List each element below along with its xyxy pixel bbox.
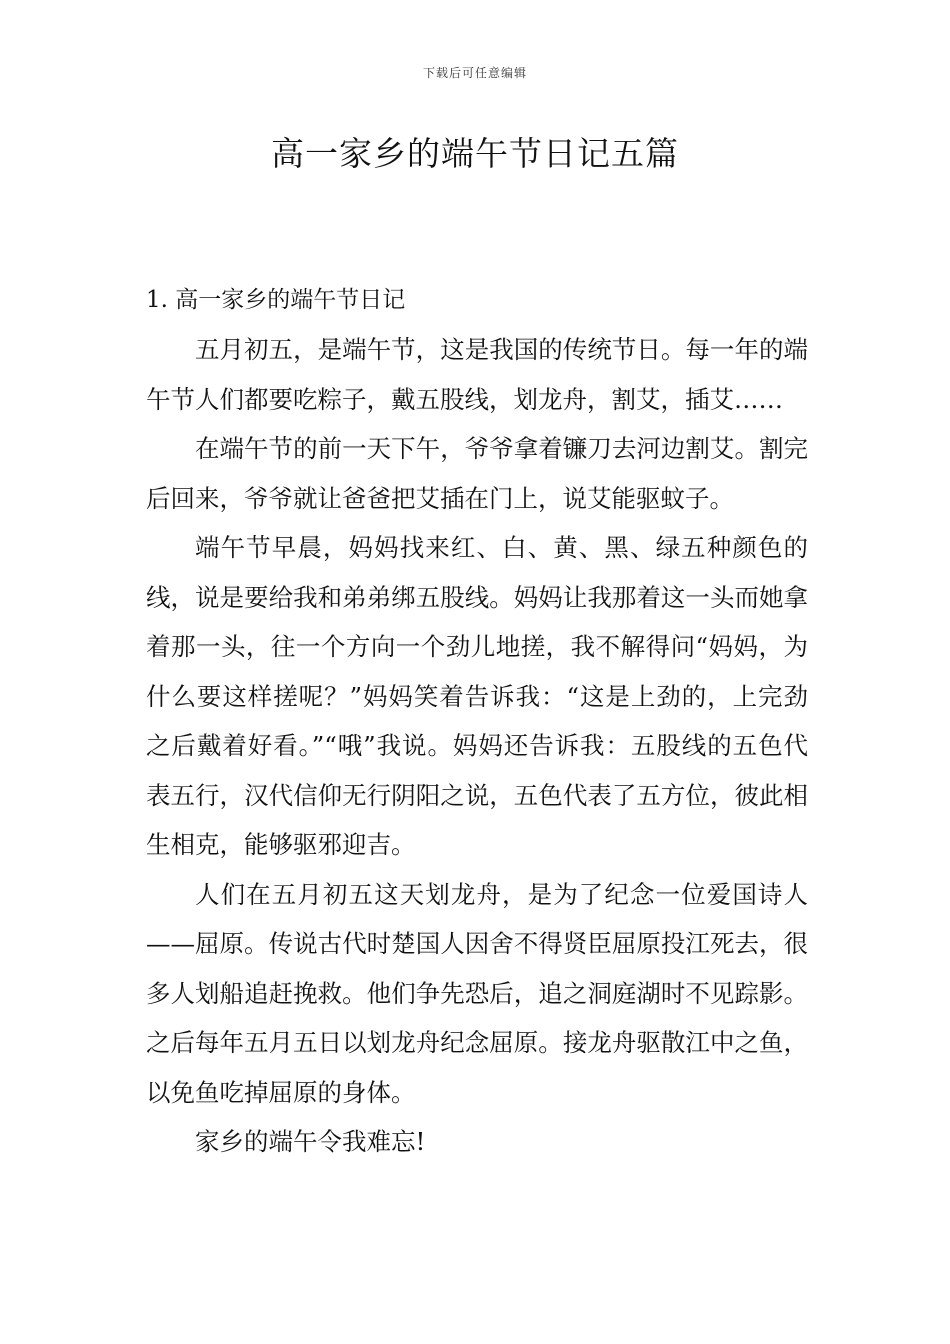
- paragraph-4: 人们在五月初五这天划龙舟，是为了纪念一位爱国诗人——屈原。传说古代时楚国人因舍不得贤臣屈原投江死去，很多人划船追赶挽救。他们争先恐后，追之洞庭湖时不见踪影。之后每年五月五日以划龙舟纪念屈原。接龙舟驱散江中之鱼，以免鱼吃掉屈原的身体。: [146, 879, 808, 1107]
- document-title: 高一家乡的端午节日记五篇: [271, 134, 679, 173]
- header-note: 下载后可任意编辑: [422, 66, 527, 80]
- paragraph-5: 家乡的端午令我难忘!: [195, 1127, 426, 1156]
- paragraph-1: 五月初五，是端午节，这是我国的传统节日。每一年的端午节人们都要吃粽子，戴五股线，划龙舟，割艾，插艾……: [146, 335, 808, 414]
- document-body: [146, 281, 808, 1167]
- paragraph-3: 端午节早晨，妈妈找来红、白、黄、黑、绿五种颜色的线，说是要给我和弟弟绑五股线。妈妈让我那着这一头而她拿着那一头，往一个方向一个劲儿地搓，我不解得问“妈妈，为什么要这样搓呢？”妈妈笑着告诉我：“这是上劲的，上完劲之后戴着好看。”“哦”我说。妈妈还告诉我：五股线的五色代表五行，汉代信仰无行阴阳之说，五色代表了五方位，彼此相生相克，能够驱邪迎吉。: [146, 533, 808, 859]
- paragraph-2: 在端午节的前一天下午，爷爷拿着镰刀去河边割艾。割完后回来，爷爷就让爸爸把艾插在门上，说艾能驱蚊子。: [146, 434, 808, 513]
- section-heading: 1. 高一家乡的端午节日记: [146, 287, 406, 313]
